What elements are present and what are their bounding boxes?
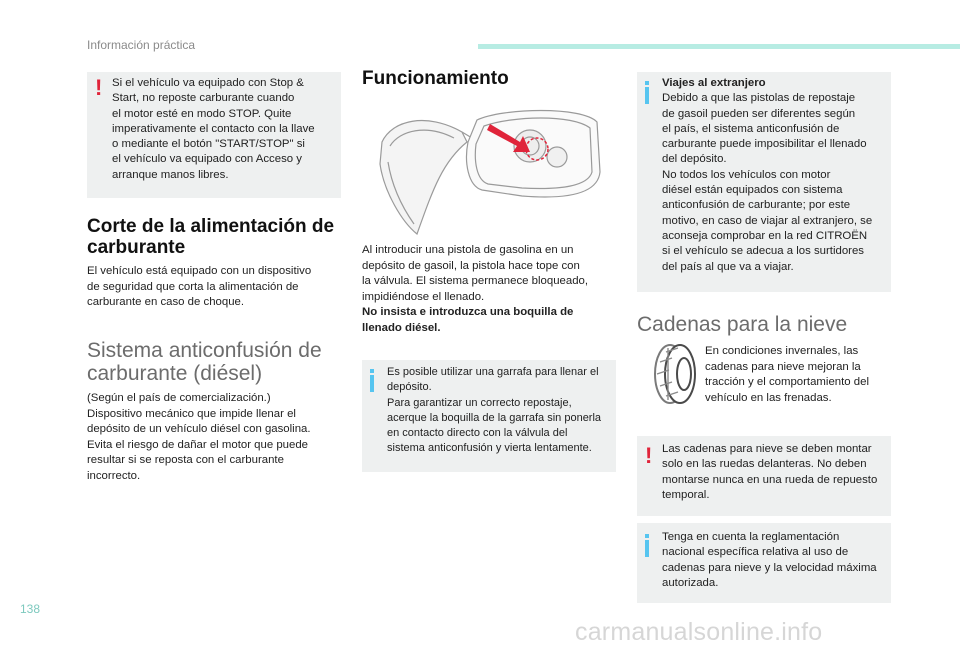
fuel-cutoff-title: Corte de la alimentación de carburante bbox=[87, 216, 335, 258]
travel-abroad-info-box bbox=[637, 72, 891, 292]
header-accent-bar bbox=[478, 44, 960, 49]
exclamation-warning-icon: ! bbox=[645, 443, 653, 468]
info-line: aconseja comprobar en la red CITROËN bbox=[662, 229, 868, 242]
fuel-cutoff-text: El vehículo está equipado con un dispositivo de seguridad que corta la alimentación de carburante en caso de choque. bbox=[87, 265, 312, 308]
info-line: del país al que va a viajar. bbox=[662, 260, 794, 273]
warning-line: solo en las ruedas delanteras. No deben bbox=[662, 458, 867, 471]
stop-start-warning-box bbox=[87, 72, 341, 198]
info-line: Es posible utilizar una garrafa para llenar el bbox=[387, 366, 599, 378]
misfuel-prevention-text: (Según el país de comercialización.) Dispositivo mecánico que impide llenar el depósito de un vehículo diésel con gasolina. Evita el riesgo de dañar el motor que puede resultar si se reposta con el carburante incorrecto. bbox=[87, 392, 311, 482]
operation-bold-line: No insista e introduzca una boquilla de bbox=[362, 306, 574, 318]
fuel-filler-flap-illustration bbox=[372, 102, 610, 242]
warning-line: el vehículo va equipado con Acceso y bbox=[112, 153, 302, 166]
info-icon bbox=[645, 534, 649, 557]
info-line: acerque la boquilla de la garrafa sin ponerla bbox=[387, 411, 602, 424]
info-line: de gasoil pueden ser diferentes según bbox=[662, 107, 856, 120]
misfuel-prevention-title: Sistema anticonfusión de carburante (diésel) bbox=[87, 339, 322, 385]
warning-line: imperativamente el contacto con la llave bbox=[112, 122, 315, 135]
snow-chains-regulation-info-box bbox=[637, 523, 891, 603]
warning-line: o mediante el botón "START/STOP" si bbox=[112, 138, 305, 151]
exclamation-warning-icon: ! bbox=[95, 75, 103, 100]
info-line: No todos los vehículos con motor bbox=[662, 168, 831, 181]
info-box-title: Viajes al extranjero bbox=[662, 77, 766, 89]
snow-chains-text: En condiciones invernales, las cadenas para nieve mejoran la tracción y el comportamiento del vehículo en las frenadas. bbox=[705, 345, 869, 404]
warning-line: Start, no reposte carburante cuando bbox=[112, 92, 295, 105]
info-line: nacional específica relativa al uso de bbox=[662, 546, 849, 559]
section-header: Información práctica bbox=[87, 38, 196, 52]
jerrycan-info-box bbox=[362, 360, 616, 472]
snow-chains-warning-box bbox=[637, 436, 891, 516]
snow-chains-title: Cadenas para la nieve bbox=[637, 313, 848, 336]
info-line: autorizada. bbox=[662, 576, 719, 589]
info-line: Debido a que las pistolas de repostaje bbox=[662, 92, 856, 105]
warning-line: Las cadenas para nieve se deben montar bbox=[662, 443, 872, 455]
operation-bold-line: llenado diésel. bbox=[362, 321, 441, 334]
info-line: Tenga en cuenta la reglamentación bbox=[662, 531, 840, 543]
info-line: cadenas para nieve y la velocidad máxima bbox=[662, 561, 877, 574]
info-line: anticonfusión de carburante; por este bbox=[662, 199, 851, 212]
warning-line: temporal. bbox=[662, 488, 710, 501]
info-line: Para garantizar un correcto repostaje, bbox=[387, 396, 572, 409]
snow-chain-tire-icon bbox=[644, 342, 704, 406]
info-icon bbox=[370, 369, 374, 392]
operation-text: Al introducir una pistola de gasolina en un depósito de gasoil, la pistola hace tope con la válvula. El sistema permanece bloqueado, impidiéndose el llenado. No insista e introduzca una boquilla de llenado diésel. bbox=[362, 243, 612, 336]
warning-line: el motor esté en modo STOP. Quite bbox=[112, 107, 292, 120]
warning-line: montarse nunca en una rueda de repuesto bbox=[662, 473, 878, 486]
info-line: motivo, en caso de viajar al extranjero, se bbox=[662, 214, 873, 227]
info-icon bbox=[645, 81, 649, 104]
info-line: depósito. bbox=[387, 381, 432, 394]
info-line: en contacto directo con la válvula del bbox=[387, 427, 568, 440]
info-line: sistema anticonfusión y vierta lentamente. bbox=[387, 442, 592, 455]
info-line: diésel están equipados con sistema bbox=[662, 184, 843, 197]
page-number: 138 bbox=[20, 602, 41, 616]
warning-line: Si el vehículo va equipado con Stop & bbox=[112, 77, 304, 89]
info-line: el país, el sistema anticonfusión de bbox=[662, 122, 840, 135]
warning-line: arranque manos libres. bbox=[112, 168, 229, 181]
info-line: si el vehículo se adecua a los surtidores bbox=[662, 245, 864, 258]
watermark: carmanualsonline.info bbox=[575, 618, 823, 646]
info-line: carburante puede imposibilitar el llenado bbox=[662, 138, 867, 151]
info-line: del depósito. bbox=[662, 153, 727, 166]
operation-title: Funcionamiento bbox=[362, 68, 509, 89]
